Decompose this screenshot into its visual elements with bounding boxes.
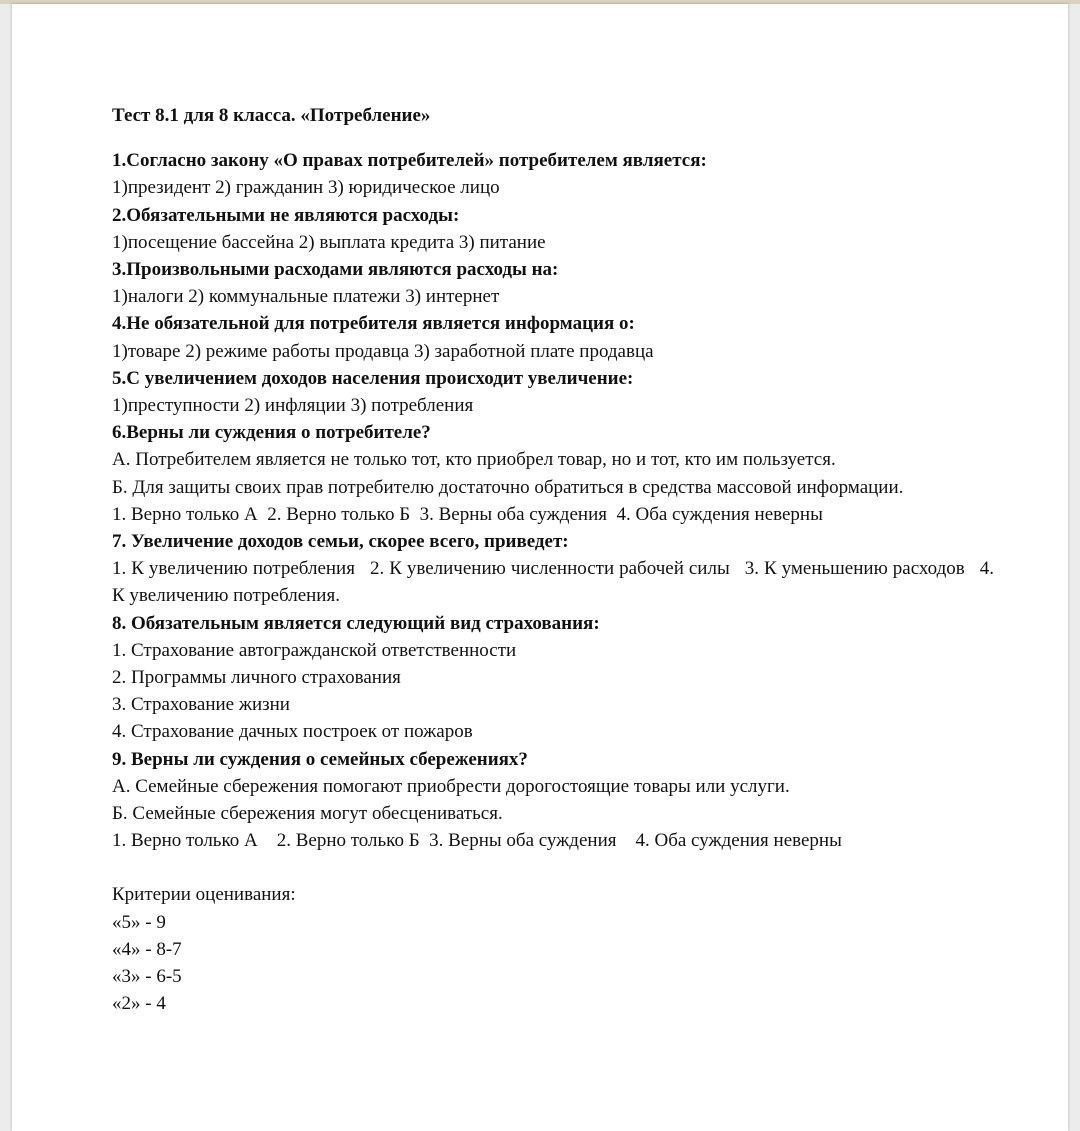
statement-b: Б. Семейные сбережения могут обесцениваться. — [112, 803, 503, 825]
answer-options: 1)налоги 2) коммунальные платежи 3) интернет — [112, 286, 500, 308]
answer-options: 1. Верно только А 2. Верно только Б 3. Верны оба суждения 4. Оба суждения неверны — [112, 503, 823, 525]
answer-options: 1)товаре 2) режиме работы продавца 3) заработной плате продавца — [112, 340, 654, 362]
question-text: 1.Согласно закону «О правах потребителей» потребителем является: — [112, 150, 707, 172]
criteria-item: «5» - 9 — [112, 911, 166, 933]
question-text: 9. Верны ли суждения о семейных сбережениях? — [112, 748, 528, 770]
question-6 — [112, 419, 994, 528]
question-5 — [112, 365, 994, 419]
criteria-item: «2» - 4 — [112, 993, 166, 1015]
statement-a: А. Семейные сбережения помогают приобрести дорогостоящие товары или услуги. — [112, 775, 790, 797]
answer-options: 1. К увеличению потребления 2. К увеличению численности рабочей силы 3. К уменьшению расходов 4. К увеличению потребления. — [112, 558, 999, 607]
question-1 — [112, 147, 994, 201]
question-2 — [112, 202, 994, 256]
answer-options: 1. Верно только А 2. Верно только Б 3. Верны оба суждения 4. Оба суждения неверны — [112, 830, 842, 852]
answer-options: 1)президент 2) гражданин 3) юридическое лицо — [112, 177, 500, 199]
question-text: 4.Не обязательной для потребителя является информация о: — [112, 313, 635, 335]
statement-b: Б. Для защиты своих прав потребителю достаточно обратиться в средства массовой информации. — [112, 476, 904, 498]
question-text: 5.С увеличением доходов населения происходит увеличение: — [112, 367, 634, 389]
criteria-heading: Критерии оценивания: — [112, 884, 296, 906]
question-text: 7. Увеличение доходов семьи, скорее всего, приведет: — [112, 531, 569, 553]
question-7 — [112, 528, 999, 610]
question-text: 3.Произвольными расходами являются расходы на: — [112, 259, 559, 281]
grading-criteria — [112, 881, 994, 1017]
question-9 — [112, 746, 994, 855]
document-content — [112, 102, 999, 1018]
answer-options: 1)посещение бассейна 2) выплата кредита 3) питание — [112, 231, 546, 253]
question-text: 8. Обязательным является следующий вид страхования: — [112, 612, 600, 634]
question-text: 6.Верны ли суждения о потребителе? — [112, 422, 431, 444]
document-page — [12, 4, 1068, 1131]
question-4 — [112, 310, 994, 364]
answer-option: 2. Программы личного страхования — [112, 667, 401, 689]
criteria-item: «3» - 6-5 — [112, 966, 182, 988]
criteria-item: «4» - 8-7 — [112, 938, 182, 960]
question-8 — [112, 610, 994, 746]
question-text: 2.Обязательными не являются расходы: — [112, 204, 460, 226]
answer-option: 1. Страхование автогражданской ответственности — [112, 639, 517, 661]
answer-option: 3. Страхование жизни — [112, 694, 290, 716]
statement-a: А. Потребителем является не только тот, кто приобрел товар, но и тот, кто им пользуется. — [112, 449, 836, 471]
page-title: Тест 8.1 для 8 класса. «Потребление» — [112, 105, 431, 126]
answer-options: 1)преступности 2) инфляции 3) потребления — [112, 395, 474, 417]
question-3 — [112, 256, 994, 310]
answer-option: 4. Страхование дачных построек от пожаров — [112, 721, 473, 743]
